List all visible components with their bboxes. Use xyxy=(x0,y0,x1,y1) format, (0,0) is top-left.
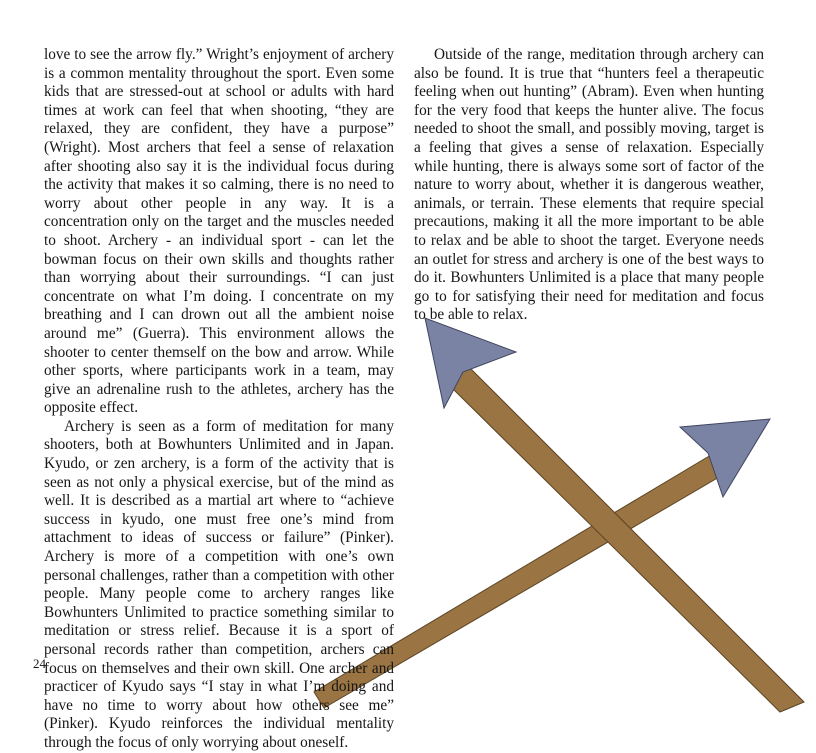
arrow-up-left-icon xyxy=(425,318,804,712)
paragraph: Outside of the range, meditation through archery can also be found. It is true that “hunters feel a therapeutic feeling when out hunting” (Abram). Even when hunting for the very food that keeps the hunter alive. The focus needed to shoot the small, and possibly moving, target is a feeling that gives a sense of relaxation. Especially while hunting, there is always some sort of factor of the nature to worry about, whether it is dangerous weather, animals, or terrain. These elements that require special precautions, making it all the more important to be able to relax and be able to shoot the target. Everyone needs an outlet for stress and archery is one of the best ways to do it. Bowhunters Unlimited is a place that many people go to for satisfying their need for meditation and focus to be able to relax. xyxy=(414,46,764,324)
right-column xyxy=(414,46,764,325)
arrow-shaft xyxy=(446,366,804,712)
paragraph: love to see the arrow fly.” Wright’s enjoyment of archery is a common mentality throughout the sport. Even some kids that are stressed-out at school or adults with hard times at work can feel that when shooting, “they are relaxed, they are confident, they have a purpose” (Wright). Most archers that feel a sense of relaxation after shooting also say it is the individual focus during the activity that makes it so calming, there is no need to worry about other people in any way. It is a concentration only on the target and the muscles needed to shoot. Archery - an individual sport - can let the bowman focus on their own skills and thoughts rather than worrying about their surroundings. “I can just concentrate on what I’m doing. I concentrate on my breathing and I can drown out all the ambient noise around me” (Guerra). This environment allows the shooter to center themself on the bow and arrow. While other sports, where participants work in a team, may give an adrenaline rush to the athletes, archery has the opposite effect. xyxy=(44,46,394,417)
left-column xyxy=(44,46,394,753)
page-number: 24 xyxy=(33,656,46,671)
paragraph: Archery is seen as a form of meditation for many shooters, both at Bowhunters Unlimited and in Japan. Kyudo, or zen archery, is a form of the activity that is seen as not only a physical exercise, but of the mind as well. It is described as a martial art where to “achieve success in kyudo, one must free one’s mind from attachment to ideas of success or failure” (Pinker). Archery is more of a competition with one’s own personal challenges, rather than a competition with other people. Many people come to archery ranges like Bowhunters Unlimited to practice something similar to meditation or stress relief. Because it is a sport of personal records rather than competition, archers can focus on themselves and their own skill. One archer and practicer of Kyudo says “I stay in what I’m doing and have no time to worry about how others see me” (Pinker). Kyudo reinforces the individual mentality through the focus of only worrying about oneself. xyxy=(44,417,394,751)
